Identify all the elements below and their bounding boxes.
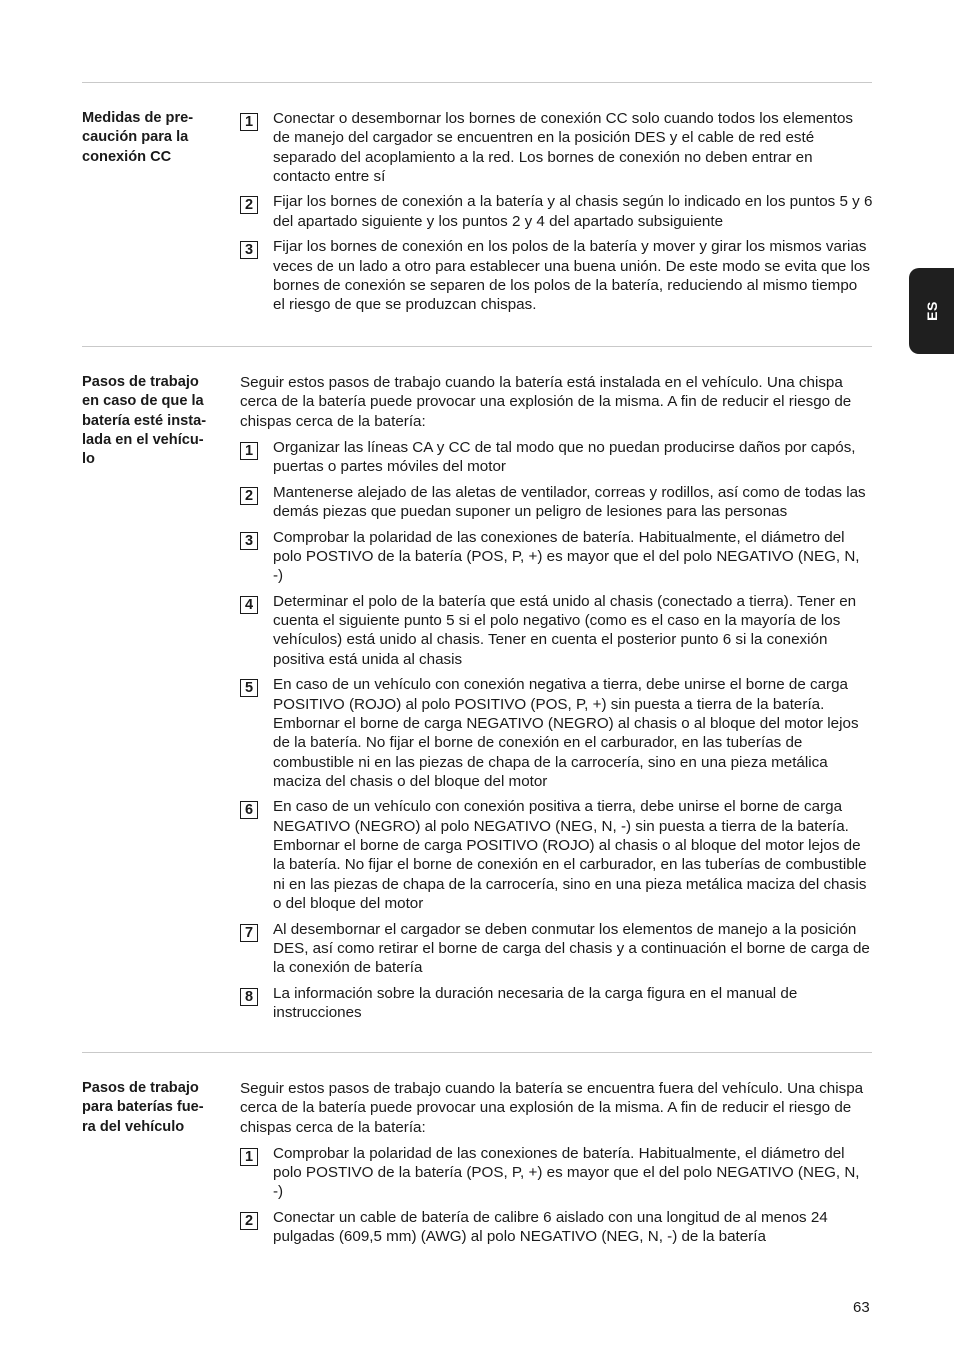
step-item [240, 675, 873, 791]
section-intro: Seguir estos pasos de trabajo cuando la batería está instalada en el vehículo. Una chispa cerca de la batería puede provocar una explosión de la misma. A fin de reducir el riesgo de chispas cerca de la batería: [240, 374, 852, 430]
step-number: 1 [240, 442, 258, 460]
section-content [240, 1079, 873, 1253]
step-item [240, 237, 873, 314]
step-item [240, 984, 873, 1023]
step-number: 6 [240, 801, 258, 819]
page-number: 63 [853, 1299, 870, 1316]
step-item [240, 109, 873, 186]
step-number: 5 [240, 679, 258, 697]
section-heading [82, 1079, 224, 1137]
step-text: Comprobar la polaridad de las conexiones de batería. Habitualmente, el diámetro del polo POSTIVO de la batería (POS, P, +) es mayor que el del polo NEGATIVO (NEG, N, -) [273, 1144, 860, 1201]
section-heading-text: Pasos de trabajo en caso de que la batería esté insta- lada en el vehícu- lo [82, 374, 207, 468]
section-heading-text: Pasos de trabajo para baterías fue- ra del vehículo [82, 1080, 204, 1135]
step-text: La información sobre la duración necesaria de la carga figura en el manual de instrucciones [273, 984, 798, 1021]
section-intro: Seguir estos pasos de trabajo cuando la batería se encuentra fuera del vehículo. Una chispa cerca de la batería puede provocar una explosión de la misma. A fin de reducir el riesgo de chispas cerca de la batería: [240, 1080, 864, 1136]
section-heading [82, 109, 224, 167]
step-number: 7 [240, 924, 258, 942]
step-number: 8 [240, 988, 258, 1006]
section-heading-text: Medidas de pre- caución para la conexión CC [82, 110, 194, 165]
language-tab-label: ES [923, 301, 940, 321]
step-text: Organizar las líneas CA y CC de tal modo que no puedan producirse daños por capós, puertas o partes móviles del motor [273, 438, 856, 476]
step-number: 2 [240, 1212, 258, 1230]
step-number: 3 [240, 241, 258, 259]
step-item [240, 528, 873, 586]
step-item [240, 438, 873, 477]
step-number: 1 [240, 1148, 258, 1166]
section-divider [82, 82, 872, 83]
step-text: Comprobar la polaridad de las conexiones de batería. Habitualmente, el diámetro del polo POSTIVO de la batería (POS, P, +) es mayor que el del polo NEGATIVO (NEG, N, -) [273, 528, 860, 585]
step-item [240, 592, 873, 669]
step-number: 2 [240, 196, 258, 214]
step-item [240, 483, 873, 522]
step-item [240, 1208, 873, 1247]
section-divider [82, 346, 872, 347]
section-content [240, 373, 873, 1029]
step-text: En caso de un vehículo con conexión positiva a tierra, debe unirse el borne de carga NEGATIVO (NEGRO) al polo NEGATIVO (NEG, N, -) sin puesta a tierra de la batería. Embornar el borne de carga POSITIVO (ROJO) al chasis o al bloque del motor lejos de la batería. No fijar el borne de conexión en el carburador, en las tuberías de combustible ni en las piezas de chapa de la carrocería, sino en una pieza metálica maciza del chasis o del bloque del motor [273, 798, 867, 912]
step-text: Al desembornar el cargador se deben conmutar los elementos de manejo a la posición DES, así como retirar el borne de carga del chasis y a continuación el borne de carga de la conexión de batería [273, 920, 870, 977]
section-heading [82, 373, 224, 469]
step-number: 2 [240, 487, 258, 505]
step-text: Conectar un cable de batería de calibre 6 aislado con una longitud de al menos 24 pulgadas (609,5 mm) (AWG) al polo NEGATIVO (NEG, N, -) de la batería [273, 1209, 828, 1246]
step-text: Determinar el polo de la batería que está unido al chasis (conectado a tierra). Tener en cuenta el siguiente punto 5 si el polo negativo (como es el caso en la mayoría de los vehículos) está unido al chasis. Tener en cuenta el posterior punto 6 si la conexión positiva está unida al chasis [273, 592, 857, 668]
step-number: 1 [240, 113, 258, 131]
step-number: 3 [240, 532, 258, 550]
step-item [240, 920, 873, 978]
step-number: 4 [240, 596, 258, 614]
language-tab [909, 268, 954, 354]
step-item [240, 192, 873, 231]
section-divider [82, 1052, 872, 1053]
step-item [240, 1144, 873, 1202]
step-item [240, 797, 873, 913]
step-text: En caso de un vehículo con conexión negativa a tierra, debe unirse el borne de carga POSITIVO (ROJO) al polo POSITIVO (POS, P, +) sin puesta a tierra de la batería. Embornar el borne de carga NEGATIVO (NEGRO) al chasis o al bloque del motor lejos de la batería. No fijar el borne de conexión en el carburador, en las tuberías de combustible ni en las piezas de chapa de la carrocería, sino en una pieza metálica maciza del chasis o del bloque del motor [273, 676, 859, 790]
section-content [240, 109, 873, 321]
step-text: Fijar los bornes de conexión en los polos de la batería y mover y girar los mismos varias veces de un lado a otro para establecer una buena unión. De este modo se evita que los bornes de conexión se separen de los polos de la batería, reduciendo al mismo tiempo el riesgo de que se produzcan chispas. [273, 238, 870, 314]
step-text: Fijar los bornes de conexión a la batería y al chasis según lo indicado en los puntos 5 y 6 del apartado siguiente y los puntos 2 y 4 del apartado subsiguiente [273, 193, 873, 230]
step-text: Mantenerse alejado de las aletas de ventilador, correas y rodillos, así como de todas las demás piezas que puedan suponer un peligro de lesiones para las personas [273, 483, 866, 521]
step-text: Conectar o desembornar los bornes de conexión CC solo cuando todos los elementos de manejo del cargador se encuentren en la posición DES y el cable de red esté separado del acoplamiento a la red. Los bornes de conexión no deben entrar en contacto entre sí [273, 110, 853, 185]
